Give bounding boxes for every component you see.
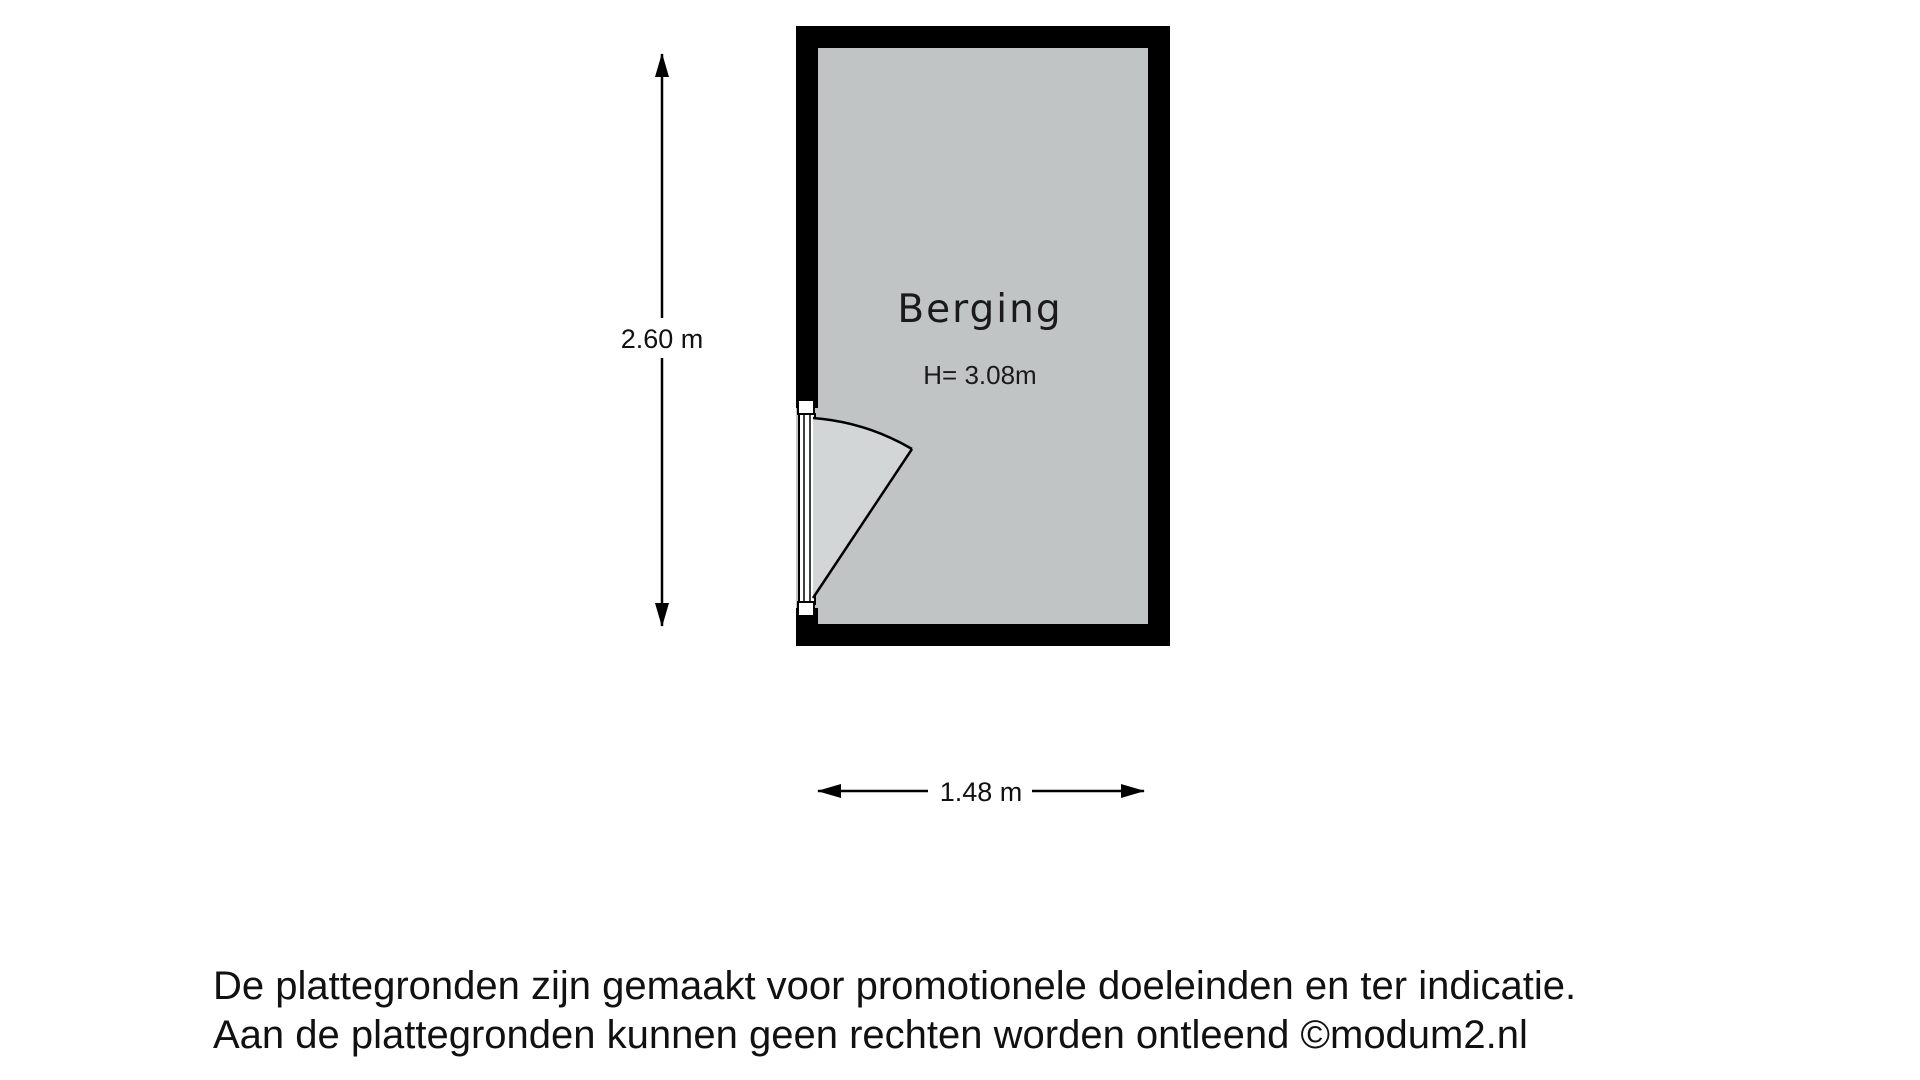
horizontal-dimension — [818, 777, 1144, 807]
disclaimer-line-1: De plattegronden zijn gemaakt voor promotionele doeleinden en ter indicatie. — [213, 964, 1577, 1008]
door-frame — [799, 414, 815, 604]
disclaimer — [213, 962, 1893, 1060]
vertical-dimension — [621, 54, 704, 626]
door-jamb-bottom — [798, 602, 814, 616]
room-name: Berging — [897, 287, 1063, 332]
disclaimer-line-2: Aan de plattegronden kunnen geen rechten worden ontleend ©modum2.nl — [213, 1013, 1528, 1057]
vertical-dimension-label: 2.60 m — [620, 324, 704, 354]
room-floor — [818, 48, 1148, 624]
horizontal-dimension-label: 1.48 m — [939, 777, 1023, 807]
door-jamb-top — [798, 400, 814, 414]
room-height-label: H= 3.08m — [923, 360, 1037, 390]
